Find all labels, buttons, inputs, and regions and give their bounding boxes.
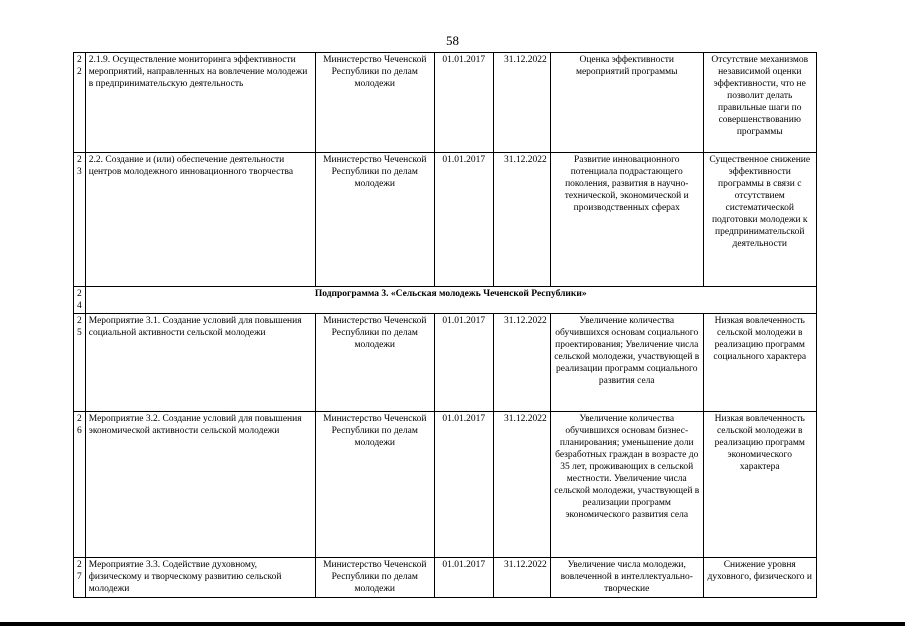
row-number: 2 5 [74,314,86,412]
row-number: 2 6 [74,412,86,558]
end-date: 31.12.2022 [493,153,550,287]
end-date: 31.12.2022 [493,314,550,412]
executor: Министерство Чеченской Республики по делам молодежи [315,314,434,412]
measure-name: Мероприятие 3.2. Создание условий для повышения экономической активности сельской молодежи [85,412,315,558]
measures-table [73,52,817,598]
table-row [74,412,817,558]
table-row [74,314,817,412]
expected-result: Оценка эффективности мероприятий программы [550,53,703,153]
executor: Министерство Чеченской Республики по делам молодежи [315,153,434,287]
expected-result: Развитие инновационного потенциала подрастающего поколения, развития в научно-технической, экономической и производственных сферах [550,153,703,287]
consequence: Низкая вовлеченность сельской молодежи в реализацию программ экономического характера [703,412,816,558]
measure-name: 2.1.9. Осуществление мониторинга эффективности мероприятий, направленных на вовлечение молодежи в предпринимательскую деятельность [85,53,315,153]
end-date: 31.12.2022 [493,558,550,598]
table-row [74,287,817,314]
table-row [74,53,817,153]
executor: Министерство Чеченской Республики по делам молодежи [315,53,434,153]
subprogram-header: Подпрограмма 3. «Сельская молодежь Чеченской Республики» [85,287,816,314]
row-number: 2 3 [74,153,86,287]
start-date: 01.01.2017 [434,412,493,558]
start-date: 01.01.2017 [434,53,493,153]
table-row [74,558,817,598]
start-date: 01.01.2017 [434,558,493,598]
row-number: 2 4 [74,287,86,314]
row-number: 2 7 [74,558,86,598]
measure-name: 2.2. Создание и (или) обеспечение деятельности центров молодежного инновационного творчества [85,153,315,287]
consequence: Снижение уровня духовного, физического и [703,558,816,598]
end-date: 31.12.2022 [493,412,550,558]
start-date: 01.01.2017 [434,153,493,287]
executor: Министерство Чеченской Республики по делам молодежи [315,412,434,558]
consequence: Низкая вовлеченность сельской молодежи в реализацию программ социального характера [703,314,816,412]
table-row [74,153,817,287]
row-number: 2 2 [74,53,86,153]
end-date: 31.12.2022 [493,53,550,153]
expected-result: Увеличение количества обучившихся основам бизнес-планирования; уменьшение доли безработных граждан в возрасте до 35 лет, проживающих в сельской местности. Увеличение числа сельской молодежи, участвующей в реализации программ экономического развития села [550,412,703,558]
start-date: 01.01.2017 [434,314,493,412]
page-bottom-rule [0,622,905,626]
measure-name: Мероприятие 3.1. Создание условий для повышения социальной активности сельской молодежи [85,314,315,412]
expected-result: Увеличение количества обучившихся основам социального проектирования; Увеличение числа сельской молодежи, участвующей в реализации программ социального развития села [550,314,703,412]
measure-name: Мероприятие 3.3. Содействие духовному, физическому и творческому развитию сельской молодежи [85,558,315,598]
consequence: Существенное снижение эффективности программы в связи с отсутствием систематической подготовки молодежи к предпринимательской деятельности [703,153,816,287]
expected-result: Увеличение числа молодежи, вовлеченной в интеллектуально-творческие [550,558,703,598]
consequence: Отсутствие механизмов независимой оценки эффективности, что не позволит делать правильные шаги по совершенствованию программы [703,53,816,153]
page-number: 58 [446,33,459,48]
executor: Министерство Чеченской Республики по делам молодежи [315,558,434,598]
